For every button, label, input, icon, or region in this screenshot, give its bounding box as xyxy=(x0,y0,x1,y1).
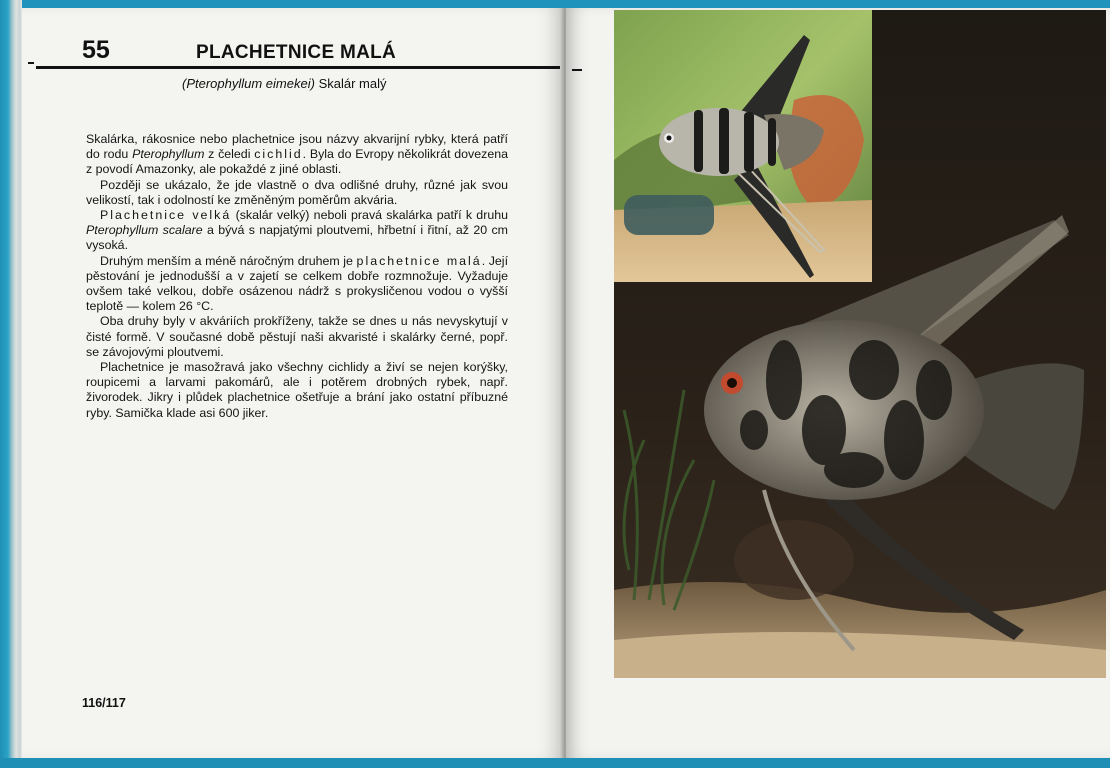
latin-name: (Pterophyllum eimekei) xyxy=(182,76,315,91)
text-run: Skalárka, rákosnice nebo plachetnice jsou názvy akvarijní rybky, která patří do rodu xyxy=(86,132,508,162)
family-name: cichlid xyxy=(254,147,303,162)
species-name: plachetnice malá xyxy=(356,253,482,268)
common-name: Skalár malý xyxy=(318,76,387,91)
book-page-edges xyxy=(0,0,22,768)
text-run: . Byla do Evropy několikrát dovezena z povodí Amazonky, ale pokaždé z jiné oblasti. xyxy=(86,147,509,177)
right-rule-mark xyxy=(572,69,582,71)
rule-mark xyxy=(28,62,34,64)
title-rule xyxy=(36,66,560,69)
paragraph-5: Oba druhy byly v akváriích prokříženy, takže se dnes u nás nevyskytují v čisté formě. V současné době pěstují naši akvaristé i skalárky černé, popř. se závojovými ploutvemi. xyxy=(86,314,508,359)
paragraph-2: Později se ukázalo, že jde vlastně o dva odlišné druhy, různé jak svou velikostí, tak i odolností ke změněným poměrům akvária. xyxy=(86,177,508,207)
paragraph-4 xyxy=(86,254,508,315)
species-name: Plachetnice velká xyxy=(100,208,232,223)
text-run: . Její pěstování je jednodušší a v zajetí se celkem dobře rozmnožuje. Vyžaduje ovšem také velkou, dobře osázenou nádrž s prokysličenou vodou o vyšší teplotě — kolem 26 °C. xyxy=(86,253,509,314)
genus-name: Pterophyllum xyxy=(132,147,205,162)
paragraph-1 xyxy=(86,132,508,178)
article-body xyxy=(86,132,508,421)
text-run: Druhým menším a méně náročným druhem je xyxy=(100,253,357,268)
text-run: z čeledi xyxy=(204,147,255,162)
page-title: PLACHETNICE MALÁ xyxy=(196,42,397,63)
paragraph-6: Plachetnice je masožravá jako všechny cichlidy a živí se nejen korýšky, roupicemi a larvami pakomárů, ale i potěrem drobných rybek, např. živorodek. Jikry i plůdek plachetnice ošetřuje a brání jako ostatní příbuzné ryby. Samička klade asi 600 jiker. xyxy=(86,360,508,420)
left-page xyxy=(22,8,564,758)
subtitle xyxy=(182,76,386,91)
entry-number: 55 xyxy=(82,36,110,64)
book-edge-bottom xyxy=(0,758,1110,768)
page-numbers: 116/117 xyxy=(82,696,126,710)
species-latin: Pterophyllum scalare xyxy=(86,223,203,238)
text-run: a bývá s napjatými ploutvemi, hřbetní i řitní, až 20 cm vysoká. xyxy=(86,223,508,253)
text-run: (skalár velký) neboli pravá skalárka patří k druhu xyxy=(231,208,508,223)
angelfish-photo-small xyxy=(614,10,872,282)
book-edge-top xyxy=(0,0,1110,8)
paragraph-3 xyxy=(86,208,508,254)
